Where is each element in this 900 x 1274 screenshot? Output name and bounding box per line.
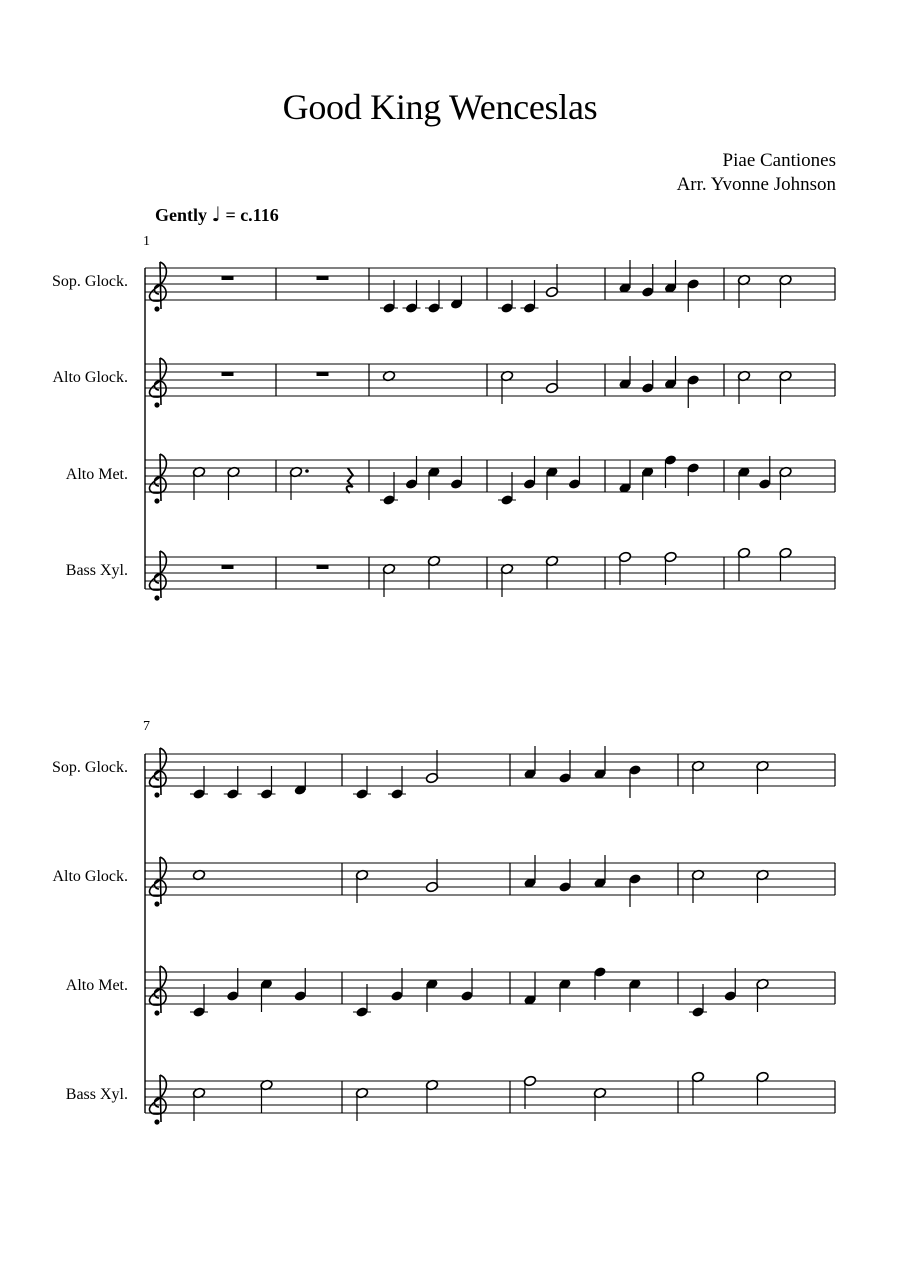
instrument-label: Sop. Glock. bbox=[52, 273, 128, 290]
treble-clef-dot bbox=[154, 1119, 159, 1124]
treble-clef-icon bbox=[150, 1075, 167, 1125]
quarter-note-icon: ♩ bbox=[211, 202, 221, 226]
treble-clef-dot bbox=[154, 306, 159, 311]
treble-clef-dot bbox=[154, 498, 159, 503]
whole-rest bbox=[317, 372, 329, 376]
treble-clef-stem bbox=[160, 1075, 161, 1122]
score-title: Good King Wenceslas bbox=[282, 87, 598, 127]
instrument-label: Bass Xyl. bbox=[65, 562, 128, 579]
treble-clef-dot bbox=[154, 901, 159, 906]
quarter-rest bbox=[347, 468, 353, 493]
instrument-label: Bass Xyl. bbox=[65, 1086, 128, 1103]
treble-clef-stem bbox=[160, 262, 161, 309]
augmentation-dot bbox=[305, 469, 309, 473]
system-2-measure-number: 7 bbox=[143, 719, 150, 734]
system-1-measure-number: 1 bbox=[143, 234, 150, 249]
treble-clef-icon bbox=[150, 966, 167, 1016]
treble-clef-icon bbox=[150, 748, 167, 798]
treble-clef-stem bbox=[160, 551, 161, 598]
treble-clef-icon bbox=[150, 857, 167, 907]
composer-credit: Piae Cantiones bbox=[722, 150, 836, 171]
treble-clef-stem bbox=[160, 454, 161, 501]
treble-clef-stem bbox=[160, 748, 161, 795]
treble-clef-stem bbox=[160, 358, 161, 405]
treble-clef-stem bbox=[160, 857, 161, 904]
treble-clef-icon bbox=[150, 551, 167, 601]
instrument-label: Sop. Glock. bbox=[52, 759, 128, 776]
whole-rest bbox=[317, 565, 329, 569]
arranger-credit: Arr. Yvonne Johnson bbox=[676, 174, 836, 195]
tempo-value: = c.116 bbox=[225, 205, 279, 225]
instrument-label: Alto Glock. bbox=[52, 868, 128, 885]
whole-rest bbox=[222, 372, 234, 376]
treble-clef-dot bbox=[154, 402, 159, 407]
whole-rest bbox=[222, 276, 234, 280]
treble-clef-dot bbox=[154, 792, 159, 797]
treble-clef-dot bbox=[154, 1010, 159, 1015]
treble-clef-icon bbox=[150, 454, 167, 504]
instrument-label: Alto Glock. bbox=[52, 369, 128, 386]
treble-clef-stem bbox=[160, 966, 161, 1013]
instrument-label: Alto Met. bbox=[65, 977, 128, 994]
whole-rest bbox=[317, 276, 329, 280]
treble-clef-icon bbox=[150, 358, 167, 408]
treble-clef-icon bbox=[150, 262, 167, 312]
instrument-label: Alto Met. bbox=[65, 466, 128, 483]
tempo-text: Gently bbox=[155, 205, 207, 225]
whole-rest bbox=[222, 565, 234, 569]
treble-clef-dot bbox=[154, 595, 159, 600]
